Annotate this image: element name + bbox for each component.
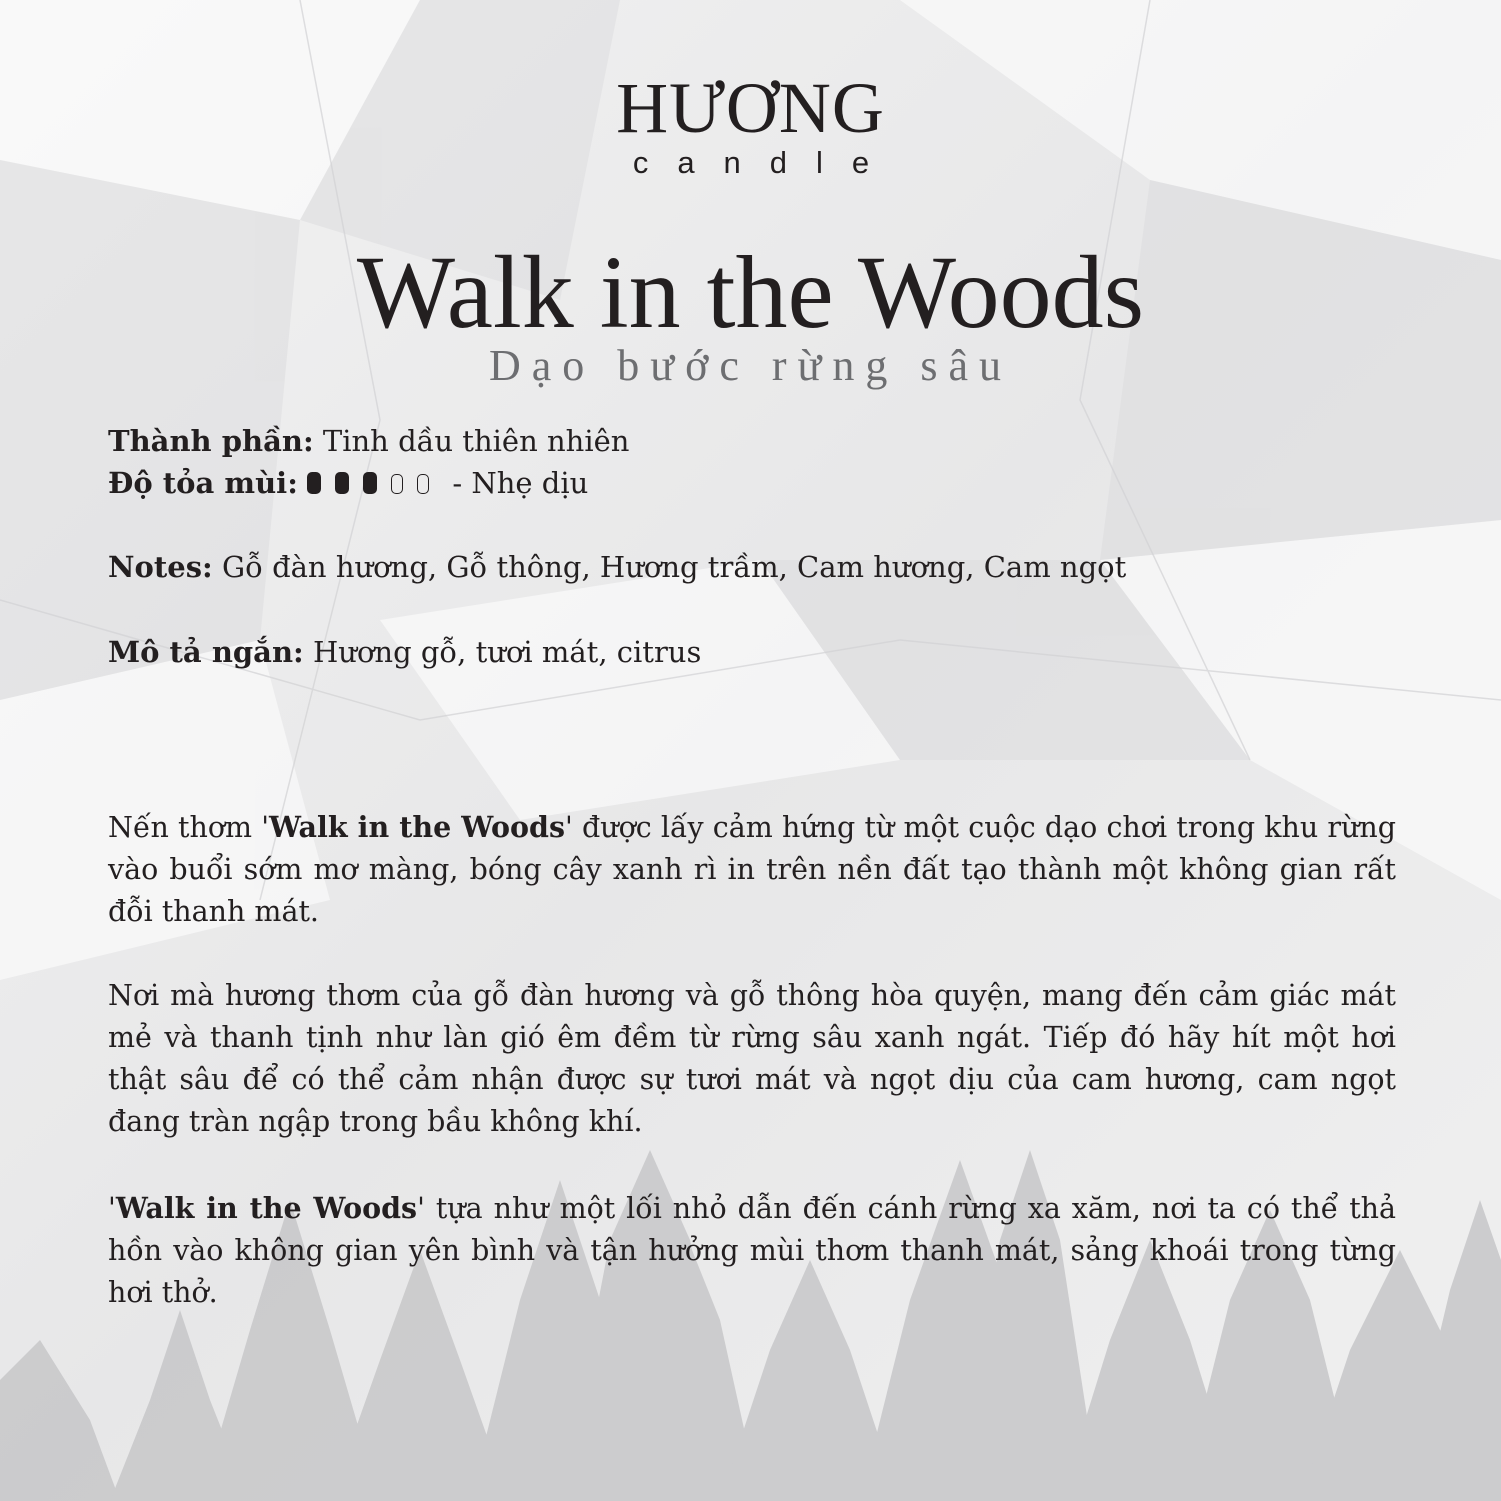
notes-line <box>108 546 1398 588</box>
rating-dot-filled <box>307 472 321 494</box>
notes-value: Gỗ đàn hương, Gỗ thông, Hương trầm, Cam hương, Cam ngọt <box>221 550 1127 584</box>
rating-dot-filled <box>335 472 349 494</box>
para3-text-end: ' tựa như một lối nhỏ dẫn đến cánh rừng xa xăm, nơi ta có thể thả hồn vào không gian yên bình và tận hưởng mùi thơm thanh mát, sảng khoái trong từng hơi thở. <box>108 1192 1397 1309</box>
scent-throw-value: - Nhẹ dịu <box>452 466 589 500</box>
description-paragraph-1 <box>108 806 1396 933</box>
scent-throw-label: Độ tỏa mùi: <box>108 466 298 500</box>
para1-text-end: ' được lấy cảm hứng từ một cuộc dạo chơi trong khu rừng vào buổi sớm mơ màng, bóng cây xanh rì in trên nền đất tạo thành một không gian rất đỗi thanh mát. <box>108 811 1397 928</box>
product-subtitle: Dạo bước rừng sâu <box>488 341 1013 390</box>
scent-throw-line <box>108 462 1398 504</box>
notes-label: Notes: <box>108 550 213 584</box>
short-description-value: Hương gỗ, tươi mát, citrus <box>312 635 702 669</box>
brand-subtitle: candle <box>632 145 899 180</box>
short-description-line <box>108 631 1398 673</box>
rating-dot-empty <box>391 474 403 494</box>
para3-text-start: ' <box>108 1192 116 1225</box>
ingredients-line <box>108 420 1398 462</box>
product-title: Walk in the Woods <box>356 235 1145 350</box>
rating-dot-empty <box>417 474 429 494</box>
brand-logo <box>0 70 1501 180</box>
para1-product-name: Walk in the Woods <box>269 810 565 844</box>
brand-name: HƯƠNG <box>616 68 885 148</box>
description-paragraph-2: Nơi mà hương thơm của gỗ đàn hương và gỗ thông hòa quyện, mang đến cảm giác mát mẻ và thanh tịnh như làn gió êm đềm từ rừng sâu xanh ngát. Tiếp đó hãy hít một hơi thật sâu để có thể cảm nhận được sự tươi mát và ngọt dịu của cam hương, cam ngọt đang tràn ngập trong bầu không khí. <box>108 979 1396 1138</box>
description-paragraph-3 <box>108 1187 1396 1314</box>
ingredients-label: Thành phần: <box>108 424 314 458</box>
scent-throw-rating <box>307 466 443 500</box>
ingredients-value: Tinh dầu thiên nhiên <box>322 424 630 458</box>
para3-product-name: Walk in the Woods <box>115 1191 418 1225</box>
para1-text-start: Nến thơm ' <box>108 811 270 844</box>
short-description-label: Mô tả ngắn: <box>108 635 304 669</box>
rating-dot-filled <box>363 472 377 494</box>
